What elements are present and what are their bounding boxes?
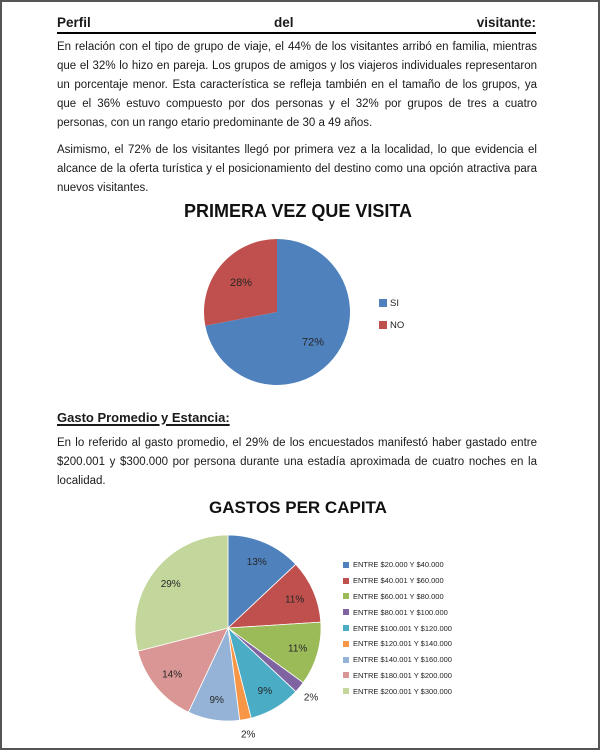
legend-item [379,292,404,314]
title-word-3: visitante: [476,15,536,30]
pie2-slice-label-2: 11% [288,643,308,655]
legend-swatch [343,672,349,678]
pie1-slice-label-0: 72% [301,336,325,349]
chart2-title: GASTOS PER CAPITA [209,498,387,517]
chart1-title: PRIMERA VEZ QUE VISITA [183,201,413,221]
pie2-slice-label-0: 13% [246,556,267,568]
legend-item [343,589,452,605]
title-word-1: Perfil [57,15,91,30]
legend-label: SI [390,297,399,309]
legend-label: ENTRE $140.001 Y $160.000 [353,655,452,665]
paragraph-travel-groups: En relación con el tipo de grupo de viaje, el 44% de los visitantes arribó en familia, mientras que el 32% lo hizo en pareja. Los grupos de amigos y los viajeros individuales representaron un porcentaje menor. Esta característica se refleja también en el tamaño de los grupos, ya que el 36% estuvo compuesto por dos personas y el 32% por grupos de tres a cuatro personas, con un rango etario predominante de 30 a 49 años. [57,41,537,129]
legend-item [343,652,452,668]
paragraph-gasto-promedio: En lo referido al gasto promedio, el 29% de los encuestados manifestó haber gastado entre $200.001 y $300.000 por persona durante una estadía aproximada de cuatro noches en la localidad. [57,437,537,487]
legend-label: ENTRE $100.001 Y $120.000 [353,623,452,633]
legend-swatch [379,299,387,307]
chart2-legend [343,557,452,699]
pie2-slice-label-4: 9% [257,685,273,697]
legend-swatch [343,578,349,584]
legend-swatch [343,641,349,647]
legend-swatch [343,609,349,615]
legend-swatch [343,657,349,663]
legend-item [343,573,452,589]
legend-swatch [379,321,387,329]
legend-label: ENTRE $180.001 Y $200.000 [353,670,452,680]
pie2-slice-label-3: 2% [303,692,319,704]
pie-charts-canvas [2,2,600,750]
chart1-legend [379,292,404,336]
legend-label: ENTRE $40.001 Y $60.000 [353,576,444,586]
legend-label: ENTRE $200.001 Y $300.000 [353,686,452,696]
pie2-slice-label-6: 9% [209,695,224,707]
title-word-2: del [273,15,294,30]
pie1-slice-label-1: 28% [229,277,253,290]
pie2-slice-label-7: 14% [162,669,183,681]
legend-item [343,668,452,684]
legend-item [343,604,452,620]
legend-item [343,557,452,573]
legend-label: ENTRE $60.001 Y $80.000 [353,591,444,601]
legend-item [343,636,452,652]
legend-swatch [343,688,349,694]
legend-swatch [343,593,349,599]
legend-label: NO [390,319,405,331]
pie2-slice-label-8: 29% [160,579,181,590]
pie2-slice-label-5: 2% [240,729,256,741]
paragraph-first-visit: Asimismo, el 72% de los visitantes llegó por primera vez a la localidad, lo que evidencia el alcance de la oferta turística y el posicionamiento del destino como una opción atractiva para nuevos visitantes. [57,144,537,194]
legend-item [379,314,404,336]
legend-item [343,683,452,699]
legend-swatch [343,562,349,568]
legend-label: ENTRE $20.000 Y $40.000 [353,560,444,570]
legend-item [343,620,452,636]
pie2-slice-label-1: 11% [284,594,305,606]
section-heading-gasto: Gasto Promedio y Estancia: [57,410,230,425]
legend-label: ENTRE $80.001 Y $100.000 [353,607,448,617]
legend-label: ENTRE $120.001 Y $140.000 [353,639,452,649]
legend-swatch [343,625,349,631]
